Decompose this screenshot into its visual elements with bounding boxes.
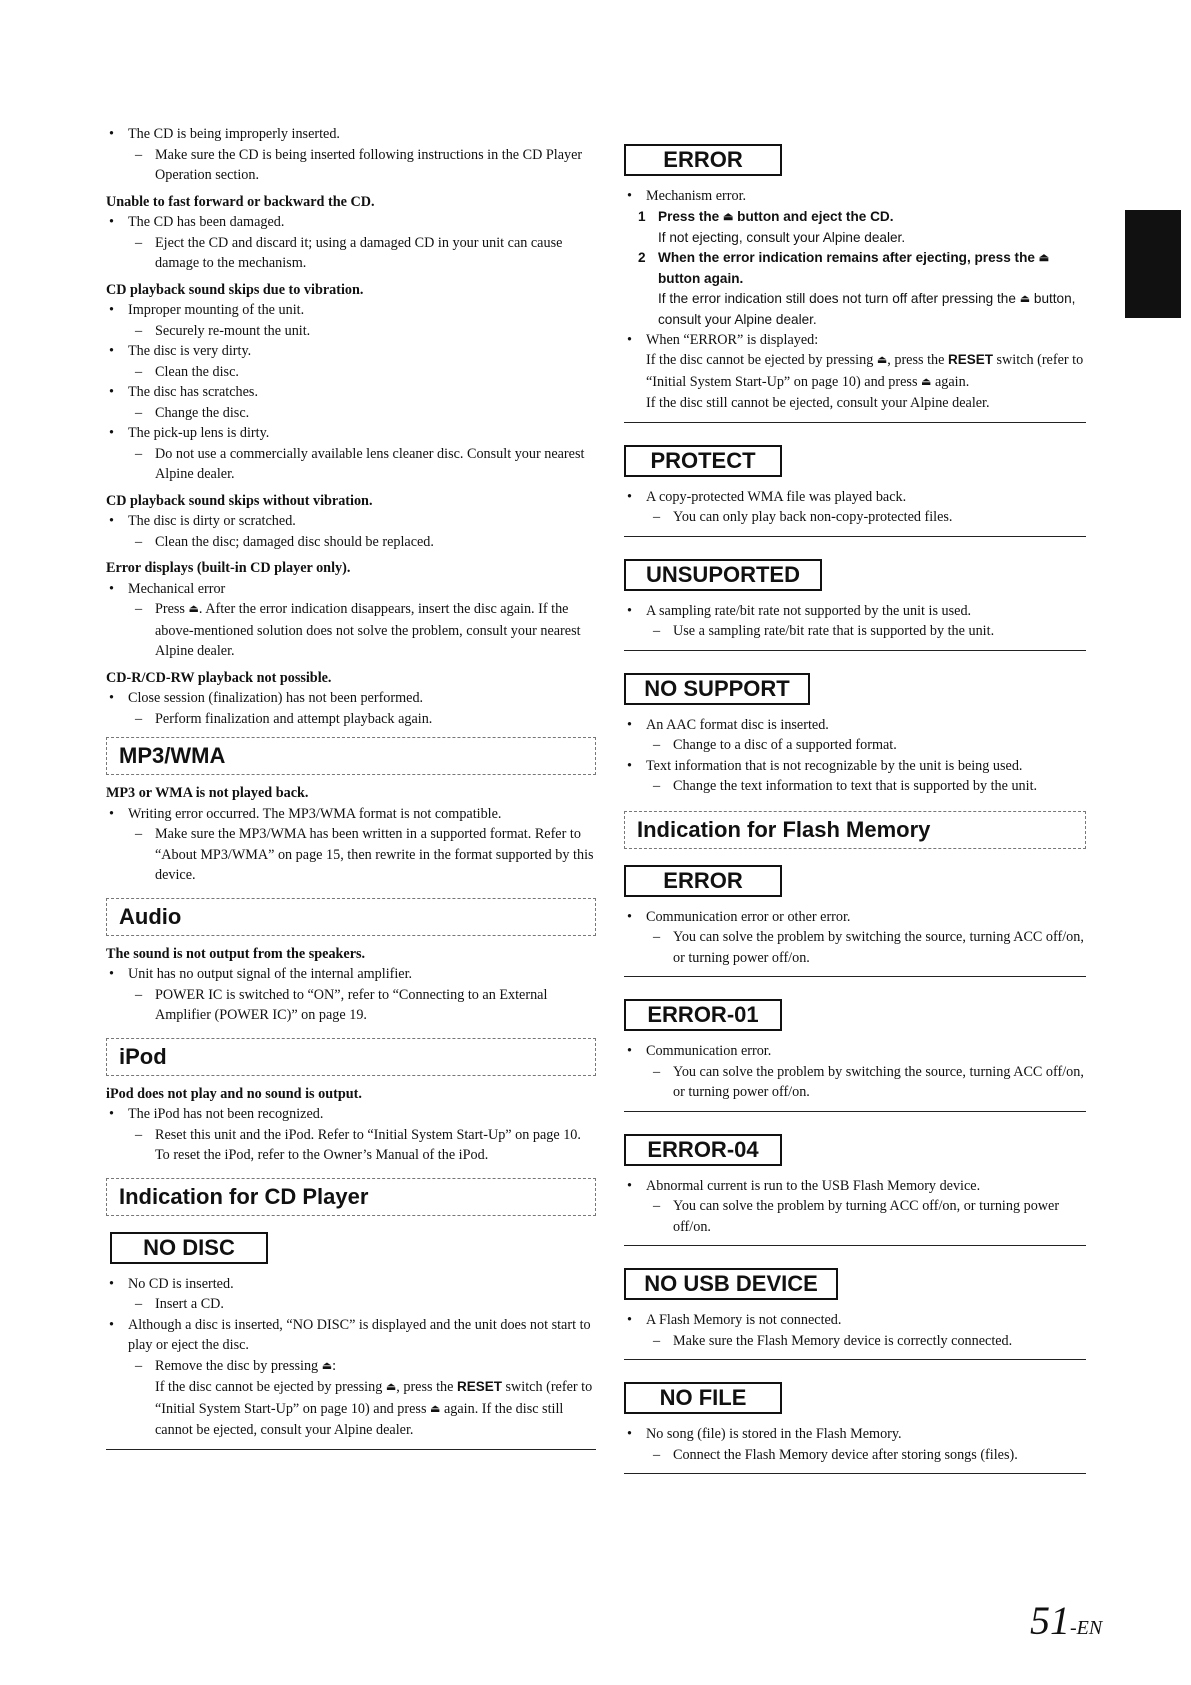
list-item: [624, 289, 1086, 330]
left-column: [106, 124, 596, 1464]
unsuported-list: [624, 601, 1086, 642]
no-usb-device-list: [624, 1310, 1086, 1351]
list-item-text: Clean the disc; damaged disc should be replaced.: [155, 533, 434, 550]
list-item-text: A copy-protected WMA file was played back.: [646, 488, 907, 505]
list-item-text: The pick-up lens is dirty.: [128, 425, 270, 441]
list-item-text: No song (file) is stored in the Flash Memory.: [646, 1426, 902, 1442]
list-item-text: A sampling rate/bit rate not supported by the unit is used.: [646, 602, 972, 619]
list-item: [624, 927, 1086, 968]
cd-skip-vib-heading: CD playback sound skips due to vibration.: [106, 281, 364, 298]
list-item-text: Close session (finalization) has not been performed.: [128, 690, 424, 706]
list-item: [624, 350, 1086, 393]
section-tab-marker: [1125, 210, 1181, 318]
divider: [624, 976, 1086, 977]
list-item-text: Improper mounting of the unit.: [128, 302, 305, 318]
list-item: [624, 248, 1086, 289]
flash-error-list: [624, 907, 1086, 969]
no-disc-label: NO DISC: [110, 1232, 268, 1264]
list-item-text: If the disc still cannot be ejected, consult your Alpine dealer.: [646, 395, 990, 411]
list-item: [106, 1315, 596, 1356]
list-item: [106, 321, 596, 342]
protect-list: [624, 487, 1086, 528]
error-04-list: [624, 1176, 1086, 1238]
list-item: [624, 1196, 1086, 1237]
list-item: [106, 212, 596, 233]
list-item: [624, 393, 1086, 414]
list-item-text: The CD has been damaged.: [128, 214, 285, 230]
list-item: [106, 1274, 596, 1295]
list-item-text: Clean the disc.: [155, 363, 239, 380]
list-item: [106, 444, 596, 485]
list-item: [624, 601, 1086, 622]
list-item: [106, 403, 596, 424]
list-item-text: A Flash Memory is not connected.: [646, 1312, 842, 1328]
list-item-text: The disc has scratches.: [128, 384, 259, 400]
audio-section: [106, 898, 596, 936]
unsuported-label: UNSUPORTED: [624, 559, 822, 591]
error-01-label: ERROR-01: [624, 999, 782, 1031]
audio-heading: The sound is not output from the speakers.: [106, 945, 366, 962]
cd-skip-novib-heading: CD playback sound skips without vibration.: [106, 492, 373, 509]
list-item-text: Eject the CD and discard it; using a damaged CD in your unit can cause damage to the mechanism.: [155, 234, 563, 271]
list-item-text: You can only play back non-copy-protected files.: [673, 509, 953, 525]
list-item-text: Communication error or other error.: [646, 908, 851, 925]
ipod-section: [106, 1038, 596, 1076]
list-item: [106, 532, 596, 553]
list-item: [106, 124, 596, 145]
list-item: [106, 145, 596, 186]
list-item-text: Press the ⏏ button and eject the CD.: [658, 209, 894, 224]
step-number: 2: [638, 249, 646, 265]
reset-keyword: RESET: [947, 352, 993, 367]
list-item-text: Change to a disc of a supported format.: [673, 737, 897, 753]
intro-list: [106, 124, 596, 186]
error-label: ERROR: [624, 144, 782, 176]
page-number-suffix: -EN: [1070, 1617, 1103, 1639]
list-item-text: Text information that is not recognizable by the unit is being used.: [646, 757, 1023, 774]
list-item-text: Insert a CD.: [155, 1296, 224, 1312]
list-item-text: When the error indication remains after ejecting, press the ⏏ button again.: [658, 249, 1050, 286]
list-item: [106, 1104, 596, 1125]
list-item-text: Reset this unit and the iPod. Refer to “Initial System Start-Up” on page 10. To reset the iPod, refer to the Owner’s Manual of the iPod.: [155, 1126, 581, 1163]
list-item: [624, 1331, 1086, 1352]
divider: [624, 650, 1086, 651]
list-item-text: If not ejecting, consult your Alpine dealer.: [658, 230, 906, 245]
flash-memory-section: [624, 811, 1086, 849]
cdr-heading: CD-R/CD-RW playback not possible.: [106, 669, 332, 686]
mp3-wma-section: [106, 737, 596, 775]
list-item-text: If the disc cannot be ejected by pressing ⏏, press the RESET switch (refer to “Initial System Start-Up” on page 10) and press ⏏ again. If the disc still cannot be ejected, consult your Alpine dealer.: [155, 1379, 593, 1438]
cd-skip-vib-list: [106, 300, 596, 485]
list-item-text: Make sure the CD is being inserted following instructions in the CD Player Operation section.: [155, 146, 583, 183]
list-item-text: Unit has no output signal of the internal amplifier.: [128, 966, 413, 982]
error-displays-heading: Error displays (built-in CD player only).: [106, 560, 351, 576]
error-displays-list: [106, 579, 596, 662]
no-disc-list: [106, 1274, 596, 1441]
ipod-section-title: iPod: [119, 1043, 167, 1069]
eject-icon: ⏏: [876, 354, 888, 366]
list-item-text: If the disc cannot be ejected by pressing ⏏, press the RESET switch (refer to “Initial System Start-Up” on page 10) and press ⏏ again.: [646, 352, 1083, 390]
eject-icon: ⏏: [385, 1381, 397, 1393]
list-item: [106, 964, 596, 985]
mp3-heading: MP3 or WMA is not played back.: [106, 785, 309, 801]
list-item-text: Make sure the Flash Memory device is correctly connected.: [673, 1332, 1013, 1349]
list-item: [624, 715, 1086, 736]
list-item: [624, 907, 1086, 928]
list-item-text: An AAC format disc is inserted.: [646, 716, 829, 733]
step-number: 1: [638, 208, 646, 224]
list-item-text: POWER IC is switched to “ON”, refer to “Connecting to an External Amplifier (POWER IC)” on page 19.: [155, 986, 548, 1023]
no-file-label: NO FILE: [624, 1382, 782, 1414]
page-number: [1030, 1597, 1102, 1644]
error-list: [624, 186, 1086, 414]
list-item: [624, 1445, 1086, 1466]
no-file-list: [624, 1424, 1086, 1465]
list-item: [106, 1356, 596, 1378]
no-usb-device-label: NO USB DEVICE: [624, 1268, 838, 1300]
list-item-text: You can solve the problem by switching the source, turning ACC off/on, or turning power off/on.: [673, 929, 1084, 966]
divider: [624, 1111, 1086, 1112]
list-item: [106, 599, 596, 662]
list-item-text: Communication error.: [646, 1043, 772, 1059]
eject-icon: ⏏: [1038, 251, 1050, 264]
list-item-text: Although a disc is inserted, “NO DISC” is displayed and the unit does not start to play or eject the disc.: [128, 1316, 591, 1353]
indication-cd-section: [106, 1178, 596, 1216]
list-item: [624, 330, 1086, 351]
list-item: [624, 776, 1086, 797]
list-item: [624, 228, 1086, 248]
list-item-text: Change the text information to text that is supported by the unit.: [673, 778, 1038, 794]
ipod-heading: iPod does not play and no sound is output.: [106, 1085, 362, 1102]
no-support-list: [624, 715, 1086, 797]
list-item-text: No CD is inserted.: [128, 1275, 234, 1292]
list-item: [106, 300, 596, 321]
error-01-list: [624, 1041, 1086, 1103]
list-item-text: Mechanism error.: [646, 188, 747, 204]
divider: [624, 422, 1086, 423]
list-item-text: Connect the Flash Memory device after storing songs (files).: [673, 1446, 1018, 1463]
list-item-text: The disc is very dirty.: [128, 343, 252, 359]
list-item: [624, 1062, 1086, 1103]
divider: [624, 536, 1086, 537]
divider: [624, 1359, 1086, 1360]
divider: [106, 1449, 596, 1450]
list-item-text: You can solve the problem by switching the source, turning ACC off/on, or turning power off/on.: [673, 1063, 1084, 1100]
list-item: [106, 1377, 596, 1441]
eject-icon: ⏏: [321, 1359, 333, 1372]
list-item-text: The CD is being improperly inserted.: [128, 126, 340, 142]
list-item-text: Make sure the MP3/WMA has been written in a supported format. Refer to “About MP3/WMA” on page 15, then rewrite in the format supported by this device.: [155, 826, 594, 883]
error-04-label: ERROR-04: [624, 1134, 782, 1166]
reset-keyword: RESET: [456, 1379, 502, 1394]
list-item-text: When “ERROR” is displayed:: [646, 331, 819, 348]
mp3-list: [106, 804, 596, 886]
list-item: [106, 804, 596, 825]
list-item: [624, 1176, 1086, 1197]
indication-cd-section-title: Indication for CD Player: [119, 1183, 369, 1209]
cd-fast-heading: Unable to fast forward or backward the CD.: [106, 193, 375, 210]
list-item-text: Mechanical error: [128, 580, 226, 597]
list-item: [624, 186, 1086, 207]
eject-icon: ⏏: [188, 603, 199, 615]
list-item-text: Use a sampling rate/bit rate that is supported by the unit.: [673, 623, 995, 639]
list-item: [106, 1294, 596, 1315]
list-item: [106, 511, 596, 532]
list-item: [106, 688, 596, 709]
list-item: [624, 207, 1086, 229]
list-item: [106, 382, 596, 403]
cdr-list: [106, 688, 596, 729]
list-item: [624, 756, 1086, 777]
list-item-text: The disc is dirty or scratched.: [128, 513, 296, 529]
list-item: [106, 423, 596, 444]
list-item-text: You can solve the problem by turning ACC off/on, or turning power off/on.: [673, 1198, 1060, 1235]
list-item: [106, 709, 596, 730]
list-item: [106, 233, 596, 274]
eject-icon: ⏏: [430, 1402, 441, 1415]
eject-icon: ⏏: [921, 375, 932, 388]
list-item: [106, 824, 596, 886]
list-item: [106, 985, 596, 1026]
divider: [624, 1473, 1086, 1474]
audio-section-title: Audio: [119, 903, 182, 929]
list-item-text: If the error indication still does not turn off after pressing the ⏏ button, consult your Alpine dealer.: [658, 290, 1076, 327]
list-item-text: Perform finalization and attempt playback again.: [155, 710, 433, 727]
cd-skip-novib-list: [106, 511, 596, 552]
list-item: [106, 362, 596, 383]
audio-list: [106, 964, 596, 1026]
list-item-text: Change the disc.: [155, 404, 250, 421]
list-item: [106, 1125, 596, 1166]
list-item: [624, 487, 1086, 508]
list-item-text: Do not use a commercially available lens cleaner disc. Consult your nearest Alpine dealer.: [155, 445, 585, 482]
eject-icon: ⏏: [722, 210, 734, 223]
list-item-text: Writing error occurred. The MP3/WMA format is not compatible.: [128, 805, 502, 822]
no-support-label: NO SUPPORT: [624, 673, 810, 705]
list-item: [106, 341, 596, 362]
list-item: [624, 621, 1086, 642]
page-number-value: 51: [1030, 1598, 1070, 1643]
cd-fast-list: [106, 212, 596, 274]
divider: [624, 1245, 1086, 1246]
list-item: [624, 735, 1086, 756]
list-item-text: Abnormal current is run to the USB Flash Memory device.: [646, 1177, 981, 1194]
list-item-text: The iPod has not been recognized.: [128, 1106, 324, 1122]
list-item-text: Remove the disc by pressing ⏏:: [155, 1358, 336, 1374]
eject-icon: ⏏: [1019, 292, 1031, 305]
list-item-text: Securely re-mount the unit.: [155, 322, 311, 339]
list-item: [624, 1041, 1086, 1062]
protect-label: PROTECT: [624, 445, 782, 477]
flash-error-label: ERROR: [624, 865, 782, 897]
list-item-text: Press ⏏. After the error indication disappears, insert the disc again. If the above-mentioned solution does not solve the problem, consult your nearest Alpine dealer.: [155, 601, 581, 659]
mp3-wma-section-title: MP3/WMA: [119, 743, 226, 768]
right-column: [624, 147, 1086, 1488]
list-item: [106, 579, 596, 600]
ipod-list: [106, 1104, 596, 1166]
list-item: [624, 507, 1086, 528]
list-item: [624, 1310, 1086, 1331]
list-item: [624, 1424, 1086, 1445]
flash-memory-section-title: Indication for Flash Memory: [637, 816, 931, 842]
